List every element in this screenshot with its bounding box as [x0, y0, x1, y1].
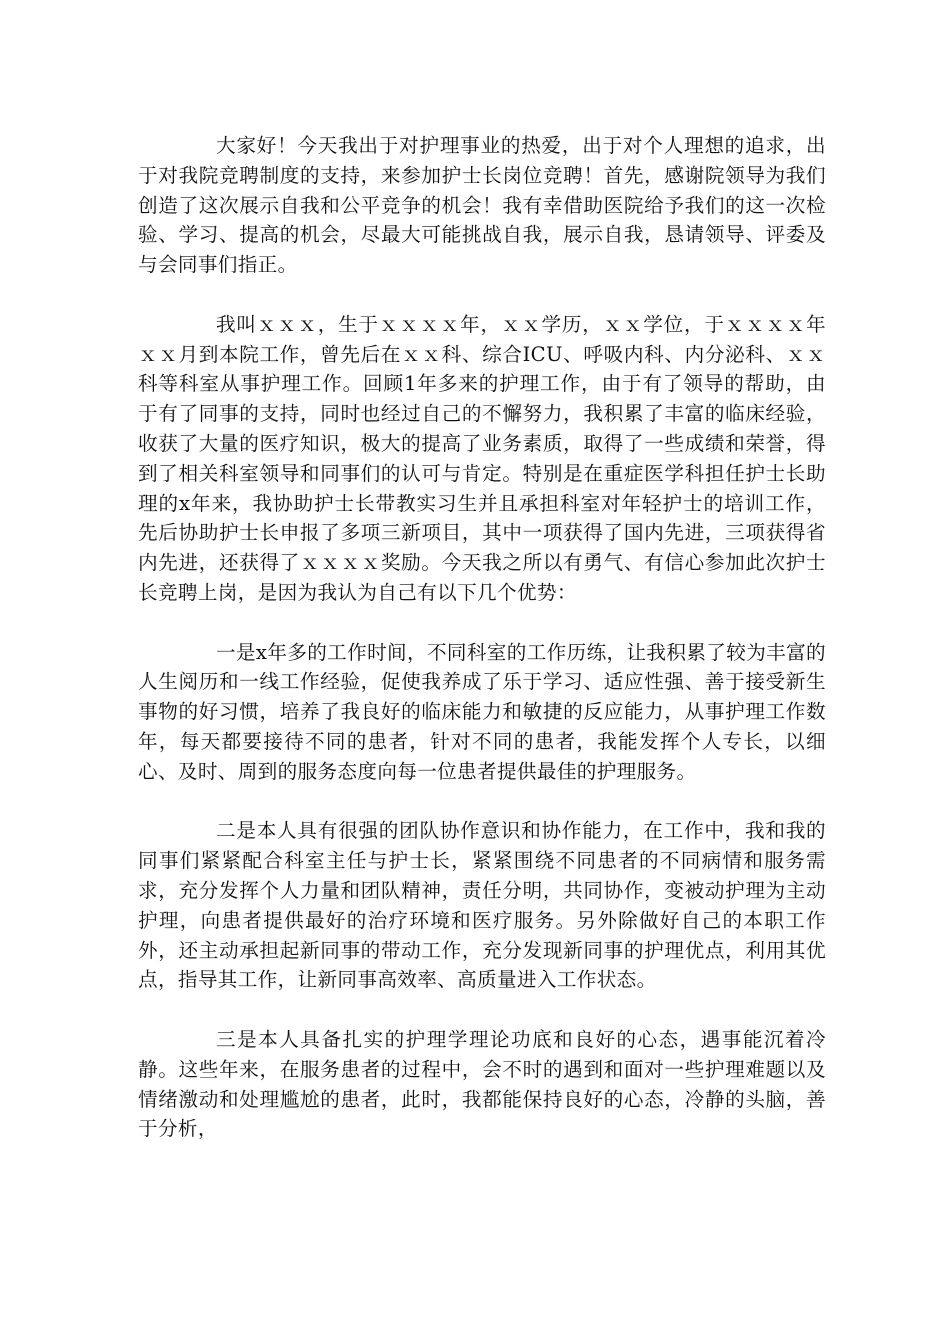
- paragraph-greeting: 大家好！今天我出于对护理事业的热爱，出于对个人理想的追求，出于对我院竞聘制度的支持，来参加护士长岗位竞聘！首先，感谢院领导为我们创造了这次展示自我和公平竞争的机会！我有幸借助医院给予我们的这一次检验、学习、提高的机会，尽最大可能挑战自我，展示自我，恳请领导、评委及与会同事们指正。: [138, 134, 826, 277]
- paragraph-advantage-two: 二是本人具有很强的团队协作意识和协作能力，在工作中，我和我的同事们紧紧配合科室主任与护士长，紧紧围绕不同患者的不同病情和服务需求，充分发挥个人力量和团队精神，责任分明，共同协作，变被动护理为主动护理，向患者提供最好的治疗环境和医疗服务。另外除做好自己的本职工作外，还主动承担起新同事的带动工作，充分发现新同事的护理优点，利用其优点，指导其工作，让新同事高效率、高质量进入工作状态。: [138, 819, 826, 992]
- paragraph-advantage-one: 一是x年多的工作时间，不同科室的工作历练，让我积累了较为丰富的人生阅历和一线工作经验，促使我养成了乐于学习、适应性强、善于接受新生事物的好习惯，培养了我良好的临床能力和敏捷的反应能力，从事护理工作数年，每天都要接待不同的患者，针对不同的患者，我能发挥个人专长，以细心、及时、周到的服务态度向每一位患者提供最佳的护理服务。: [138, 640, 826, 783]
- paragraph-advantage-three: 三是本人具备扎实的护理学理论功底和良好的心态，遇事能沉着冷静。这些年来，在服务患者的过程中，会不时的遇到和面对一些护理难题以及情绪激动和处理尴尬的患者，此时，我都能保持良好的心态，冷静的头脑，善于分析，: [138, 1027, 826, 1141]
- paragraph-self-introduction: 我叫ｘｘｘ，生于ｘｘｘｘ年，ｘｘ学历，ｘｘ学位，于ｘｘｘｘ年ｘｘ月到本院工作，曾先后在ｘｘ科、综合ICU、呼吸内科、内分泌科、ｘｘ科等科室从事护理工作。回顾1年多来的护理工作，由于有了领导的帮助，由于有了同事的支持，同时也经过自己的不懈努力，我积累了丰富的临床经验，收获了大量的医疗知识，极大的提高了业务素质，取得了一些成绩和荣誉，得到了相关科室领导和同事们的认可与肯定。特别是在重症医学科担任护士长助理的x年来，我协助护士长带教实习生并且承担科室对年轻护士的培训工作，先后协助护士长申报了多项三新项目，其中一项获得了国内先进，三项获得省内先进，还获得了ｘｘｘｘ奖励。今天我之所以有勇气、有信心参加此次护士长竞聘上岗，是因为我认为自己有以下几个优势：: [138, 312, 826, 604]
- document-body: [138, 131, 826, 1144]
